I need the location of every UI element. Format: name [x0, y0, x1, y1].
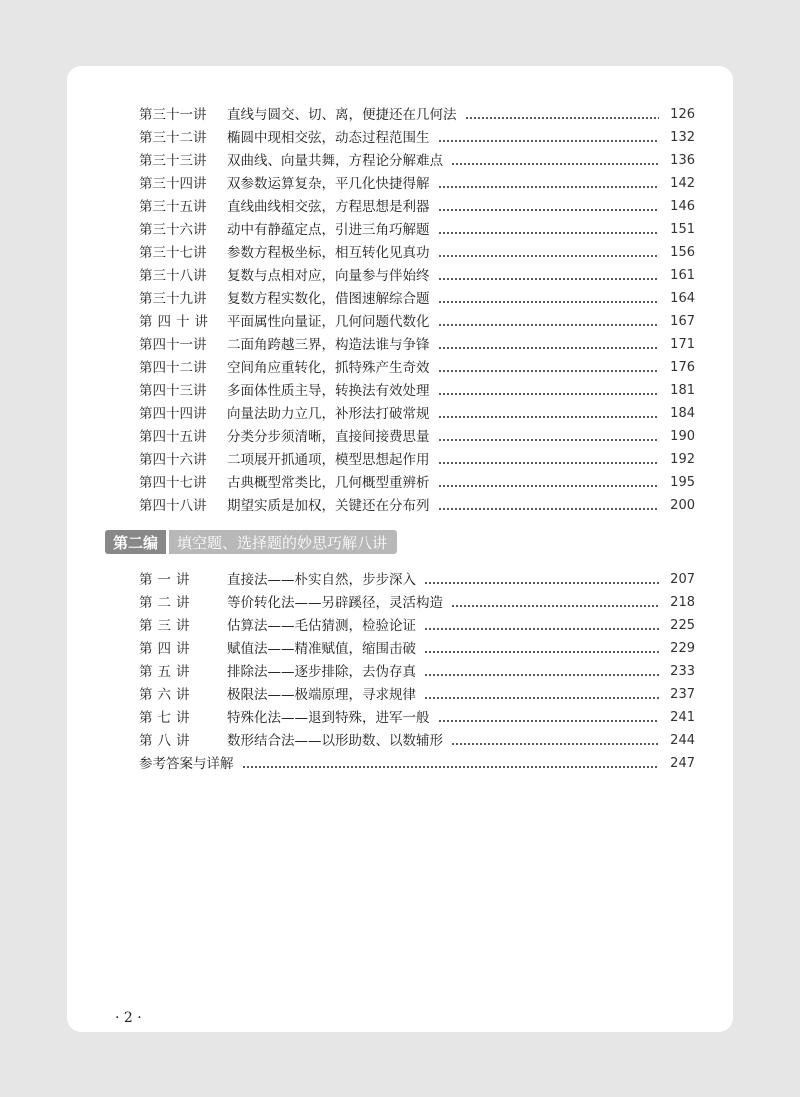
- toc-entry[interactable]: [139, 380, 695, 402]
- lecture-title: 双曲线、向量共舞，方程论分解难点: [227, 153, 443, 169]
- lecture-number: 第三十五讲: [139, 199, 207, 215]
- lecture-number: 第三十一讲: [139, 107, 207, 123]
- page-ref: 176: [670, 360, 695, 375]
- toc-entry-appendix[interactable]: [139, 753, 695, 775]
- lecture-number: 第一讲: [139, 572, 195, 588]
- toc-entry[interactable]: [139, 334, 695, 356]
- toc-entry[interactable]: [139, 288, 695, 310]
- lecture-title: 多面体性质主导，转换法有效处理: [227, 383, 430, 399]
- section-number: 第二编: [105, 530, 166, 554]
- lecture-number: 第二讲: [139, 595, 195, 611]
- lecture-title: 动中有静蕴定点，引进三角巧解题: [227, 222, 430, 238]
- lecture-title: 赋值法——精准赋值，缩围击破: [227, 641, 416, 657]
- toc-entry[interactable]: [139, 684, 695, 706]
- lecture-number: 第四十六讲: [139, 452, 207, 468]
- dot-leader: [451, 592, 659, 614]
- lecture-number: 第三十四讲: [139, 176, 207, 192]
- toc-entry[interactable]: [139, 426, 695, 448]
- dot-leader: [438, 380, 660, 402]
- lecture-number: 第四讲: [139, 641, 195, 657]
- toc-entry[interactable]: [139, 265, 695, 287]
- dot-leader: [465, 104, 660, 126]
- lecture-title: 空间角应重转化，抓特殊产生奇效: [227, 360, 430, 376]
- lecture-title: 估算法——毛估猜测，检验论证: [227, 618, 416, 634]
- lecture-number: 第四十二讲: [139, 360, 207, 376]
- page-ref: 195: [670, 475, 695, 490]
- lecture-title: 直接法——朴实自然，步步深入: [227, 572, 416, 588]
- dot-leader: [438, 265, 660, 287]
- page-ref: 156: [670, 245, 695, 260]
- toc-entry[interactable]: [139, 357, 695, 379]
- lecture-number: 第四十一讲: [139, 337, 207, 353]
- page-ref: 171: [670, 337, 695, 352]
- appendix-title: 参考答案与详解: [139, 756, 234, 772]
- lecture-title: 椭圆中现相交弦，动态过程范围生: [227, 130, 430, 146]
- section-heading: [105, 530, 397, 554]
- dot-leader: [438, 127, 660, 149]
- page-ref: 237: [670, 687, 695, 702]
- lecture-title: 复数方程实数化，借图速解综合题: [227, 291, 430, 307]
- toc-entry[interactable]: [139, 661, 695, 683]
- toc-entry[interactable]: [139, 104, 695, 126]
- page-ref: 190: [670, 429, 695, 444]
- page-ref: 181: [670, 383, 695, 398]
- page-ref: 200: [670, 498, 695, 513]
- lecture-title: 等价转化法——另辟蹊径，灵活构造: [227, 595, 443, 611]
- toc-entry[interactable]: [139, 196, 695, 218]
- dot-leader: [438, 311, 660, 333]
- lecture-number: 第四十八讲: [139, 498, 207, 514]
- dot-leader: [424, 569, 659, 591]
- page-ref: 164: [670, 291, 695, 306]
- lecture-title: 复数与点相对应，向量参与伴始终: [227, 268, 430, 284]
- dot-leader: [438, 196, 660, 218]
- page-number: · 2 ·: [115, 1010, 142, 1026]
- lecture-number: 第三十三讲: [139, 153, 207, 169]
- dot-leader: [438, 242, 660, 264]
- dot-leader: [438, 707, 660, 729]
- lecture-title: 二项展开抓通项，模型思想起作用: [227, 452, 430, 468]
- dot-leader: [438, 403, 660, 425]
- dot-leader: [438, 426, 660, 448]
- toc-entry[interactable]: [139, 403, 695, 425]
- dot-leader: [242, 753, 660, 775]
- dot-leader: [424, 638, 659, 660]
- dot-leader: [451, 150, 659, 172]
- lecture-number: 第三十七讲: [139, 245, 207, 261]
- toc-entry[interactable]: [139, 242, 695, 264]
- lecture-number: 第三讲: [139, 618, 195, 634]
- toc-entry[interactable]: [139, 615, 695, 637]
- lecture-title: 特殊化法——退到特殊，进军一般: [227, 710, 430, 726]
- dot-leader: [438, 334, 660, 356]
- lecture-title: 直线曲线相交弦，方程思想是利器: [227, 199, 430, 215]
- toc-entry[interactable]: [139, 495, 695, 517]
- lecture-title: 期望实质是加权，关键还在分布列: [227, 498, 430, 514]
- lecture-title: 古典概型常类比，几何概型重辨析: [227, 475, 430, 491]
- dot-leader: [451, 730, 659, 752]
- dot-leader: [438, 449, 660, 471]
- page-ref: 241: [670, 710, 695, 725]
- lecture-title: 参数方程极坐标，相互转化见真功: [227, 245, 430, 261]
- lecture-title: 平面属性向量证，几何问题代数化: [227, 314, 430, 330]
- page-ref: 136: [670, 153, 695, 168]
- lecture-title: 双参数运算复杂，平几化快捷得解: [227, 176, 430, 192]
- toc-entry[interactable]: [139, 449, 695, 471]
- page-ref: 229: [670, 641, 695, 656]
- lecture-title: 分类分步须清晰，直接间接费思量: [227, 429, 430, 445]
- dot-leader: [438, 173, 660, 195]
- page-ref: 126: [670, 107, 695, 122]
- dot-leader: [438, 288, 660, 310]
- dot-leader: [438, 219, 660, 241]
- page-ref: 192: [670, 452, 695, 467]
- toc-entry[interactable]: [139, 173, 695, 195]
- toc-entry[interactable]: [139, 569, 695, 591]
- toc-entry[interactable]: [139, 638, 695, 660]
- lecture-number: 第三十八讲: [139, 268, 207, 284]
- lecture-title: 向量法助力立几，补形法打破常规: [227, 406, 430, 422]
- lecture-number: 第三十九讲: [139, 291, 207, 307]
- dot-leader: [438, 495, 660, 517]
- page-ref: 146: [670, 199, 695, 214]
- toc-entry[interactable]: [139, 127, 695, 149]
- toc-entry[interactable]: [139, 311, 695, 333]
- page-ref: 247: [670, 756, 695, 771]
- lecture-number: 第三十六讲: [139, 222, 207, 238]
- page-ref: 142: [670, 176, 695, 191]
- page-ref: 151: [670, 222, 695, 237]
- lecture-title: 数形结合法——以形助数、以数辅形: [227, 733, 443, 749]
- toc-entry[interactable]: [139, 592, 695, 614]
- lecture-title: 二面角跨越三界，构造法谁与争锋: [227, 337, 430, 353]
- page-ref: 161: [670, 268, 695, 283]
- page-ref: 233: [670, 664, 695, 679]
- toc-entry[interactable]: [139, 219, 695, 241]
- lecture-number: 第四十四讲: [139, 406, 207, 422]
- lecture-number: 第四十五讲: [139, 429, 207, 445]
- lecture-title: 极限法——极端原理，寻求规律: [227, 687, 416, 703]
- dot-leader: [424, 615, 659, 637]
- lecture-title: 排除法——逐步排除，去伪存真: [227, 664, 416, 680]
- lecture-number: 第四十七讲: [139, 475, 207, 491]
- toc-entry[interactable]: [139, 472, 695, 494]
- lecture-number: 第四十讲: [139, 314, 213, 330]
- page-ref: 244: [670, 733, 695, 748]
- page-sheet: [67, 66, 733, 1032]
- lecture-number: 第三十二讲: [139, 130, 207, 146]
- page-ref: 207: [670, 572, 695, 587]
- toc-entry[interactable]: [139, 707, 695, 729]
- toc-entry[interactable]: [139, 730, 695, 752]
- dot-leader: [438, 472, 660, 494]
- page-ref: 132: [670, 130, 695, 145]
- toc-entry[interactable]: [139, 150, 695, 172]
- dot-leader: [438, 357, 660, 379]
- page-ref: 184: [670, 406, 695, 421]
- lecture-number: 第七讲: [139, 710, 195, 726]
- page-ref: 225: [670, 618, 695, 633]
- lecture-number: 第八讲: [139, 733, 195, 749]
- lecture-number: 第四十三讲: [139, 383, 207, 399]
- page-ref: 218: [670, 595, 695, 610]
- lecture-title: 直线与圆交、切、离，便捷还在几何法: [227, 107, 457, 123]
- dot-leader: [424, 661, 659, 683]
- section-title: 填空题、选择题的妙思巧解八讲: [169, 530, 397, 554]
- lecture-number: 第六讲: [139, 687, 195, 703]
- page-ref: 167: [670, 314, 695, 329]
- lecture-number: 第五讲: [139, 664, 195, 680]
- dot-leader: [424, 684, 659, 706]
